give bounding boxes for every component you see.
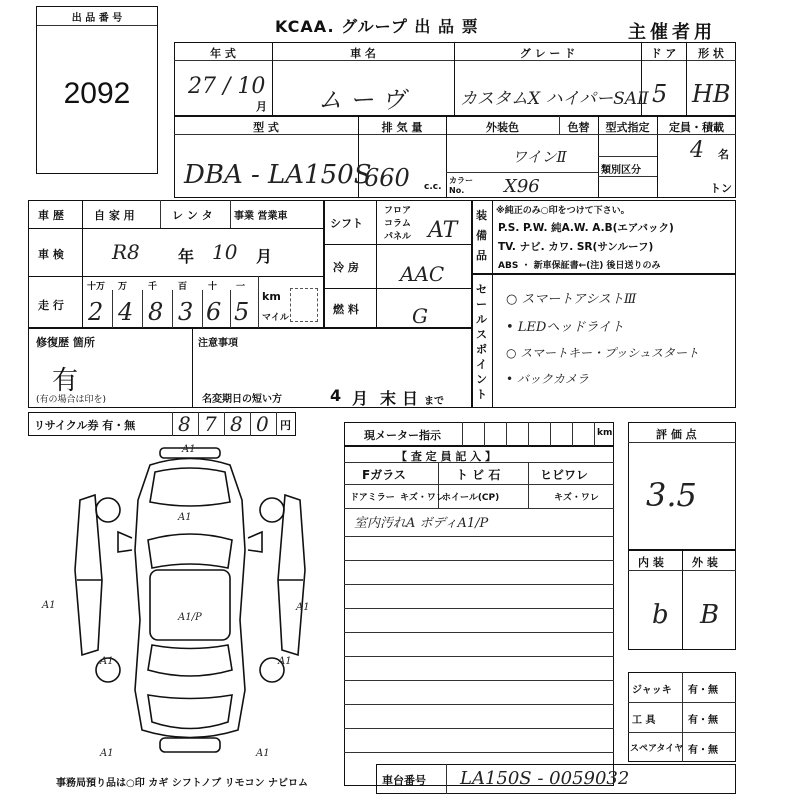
divider xyxy=(682,550,683,650)
sales-item: • バックカメラ xyxy=(506,372,589,386)
divider xyxy=(198,412,199,436)
car-header: 車 名 xyxy=(350,47,376,60)
score-value: 3.5 xyxy=(646,476,697,514)
wheel-front-right xyxy=(260,498,284,522)
year-unit: 年 xyxy=(178,247,195,266)
windshield xyxy=(148,534,232,568)
interior-label: 内 装 xyxy=(638,556,664,569)
right-side-panel xyxy=(278,495,305,655)
digit-label: 千 xyxy=(148,282,158,292)
divider xyxy=(344,508,614,509)
footer-office-items: 事務局預り品は○印 カギ シフトノブ リモコン ナビロム xyxy=(56,778,309,789)
displacement-value: 660 xyxy=(364,164,410,192)
exterior-color-header: 外装色 xyxy=(486,121,519,134)
deadline-label: 名変期日の短い方 xyxy=(202,394,282,405)
door-mirror-label: ドアミラー xyxy=(350,493,395,503)
cc-unit: c.c. xyxy=(424,182,442,192)
recycle-digit: 0 xyxy=(256,412,269,436)
divider xyxy=(484,422,485,446)
damage-mark: A1 xyxy=(100,656,114,667)
month-unit: 月 xyxy=(256,100,267,113)
f-glass-label: Fガラス xyxy=(362,468,406,482)
recycle-unit: 円 xyxy=(280,419,291,432)
divider xyxy=(344,462,614,463)
ton-unit: トン xyxy=(710,182,732,195)
divider xyxy=(172,412,173,436)
mileage-check-box[interactable] xyxy=(290,288,318,322)
ruled-line xyxy=(344,536,614,537)
car-damage-diagram xyxy=(42,440,320,770)
copy-label: 主催者用 xyxy=(628,22,716,43)
lot-number: 2092 xyxy=(63,77,131,110)
meter-label: 現メーター指示 xyxy=(364,429,441,442)
divider xyxy=(628,702,736,703)
damage-mark: A1 xyxy=(42,600,56,611)
lot-header: 出 品 番 号 xyxy=(71,13,123,24)
divider xyxy=(528,462,529,508)
ruled-line xyxy=(344,560,614,561)
kizu-ware-label: キズ・ワレ xyxy=(400,493,445,503)
hibi-ware-label: ヒビワレ xyxy=(540,468,589,482)
sales-item-text: LEDヘッドライト xyxy=(517,320,624,335)
divider xyxy=(276,412,277,436)
shift-value: AT xyxy=(428,218,458,243)
damage-mark: A1 xyxy=(100,748,114,759)
ruled-line xyxy=(344,608,614,609)
recycle-digit: 8 xyxy=(230,412,243,436)
roof-panel xyxy=(150,570,230,640)
mileage-digit: 8 xyxy=(148,298,164,326)
divider xyxy=(112,290,113,328)
history-label: 車 歴 xyxy=(38,209,64,222)
year-header: 年 式 xyxy=(210,47,236,60)
mile-unit: マイル xyxy=(262,313,289,323)
day-unit: 日 xyxy=(402,389,419,408)
history-rental[interactable]: レ ン タ xyxy=(172,209,213,222)
wheel-front-left xyxy=(96,498,120,522)
divider xyxy=(572,422,573,446)
divider xyxy=(258,276,259,328)
digit-label: 一 xyxy=(236,282,246,292)
month-unit: 月 xyxy=(256,247,273,266)
displacement-header: 排 気 量 xyxy=(381,121,423,134)
tool-label: 工 具 xyxy=(632,715,656,726)
divider xyxy=(142,290,143,328)
divider xyxy=(37,25,157,26)
left-side-panel xyxy=(75,495,102,655)
wheel-label: ホイール(CP) xyxy=(442,493,500,503)
inspector-note: 室内汚れA ボディA1/P xyxy=(354,516,489,531)
damage-mark: A1 xyxy=(256,748,270,759)
damage-mark: A1 xyxy=(278,656,292,667)
divider xyxy=(202,290,203,328)
grade-header: グ レ ー ド xyxy=(519,47,576,60)
divider xyxy=(224,412,225,436)
chassis-value: LA150S - 0059032 xyxy=(460,768,630,789)
mileage-digit: 4 xyxy=(118,298,134,326)
sales-item-text: スマートキー・プッシュスタート xyxy=(520,346,699,360)
divider xyxy=(550,422,551,446)
exterior-label: 外 装 xyxy=(692,556,718,569)
divider xyxy=(506,422,507,446)
door-value: 5 xyxy=(652,80,668,108)
divider xyxy=(28,276,324,277)
shaken-year-value: R8 xyxy=(112,240,140,264)
ruled-line xyxy=(344,656,614,657)
model-designation-header: 型式指定 xyxy=(605,121,650,134)
fuel-value: G xyxy=(412,304,428,328)
history-private[interactable]: 自 家 用 xyxy=(94,209,135,222)
divider xyxy=(528,422,529,446)
exterior-value: B xyxy=(700,600,720,630)
shift-column[interactable]: コラム xyxy=(384,219,411,229)
jack-option[interactable]: 有・無 xyxy=(688,685,718,696)
mileage-digit: 3 xyxy=(178,298,194,326)
repair-value: 有 xyxy=(52,366,79,396)
capacity-unit: 名 xyxy=(718,148,729,161)
divider xyxy=(324,288,472,289)
inspector-header: 【 査 定 員 記 入 】 xyxy=(396,450,496,463)
interior-value: b xyxy=(652,600,669,630)
repair-label: 修復歴 箇所 xyxy=(36,336,95,349)
sales-side-label: セールスポイント xyxy=(476,283,487,401)
grade-value: カスタムX ハイパーSAⅡ xyxy=(460,89,649,109)
repair-note: (有の場合は印を) xyxy=(36,395,107,405)
shift-label: シフト xyxy=(330,217,363,230)
divider xyxy=(82,200,83,328)
door-header: ド ア xyxy=(650,47,677,60)
sales-item-text: バックカメラ xyxy=(516,372,589,386)
divider xyxy=(598,176,657,177)
ruled-line xyxy=(344,584,614,585)
kizu-ware-label: キズ・ワレ xyxy=(554,493,599,503)
mileage-digit: 6 xyxy=(206,298,222,326)
digit-label: 百 xyxy=(178,282,188,292)
ac-value: AAC xyxy=(400,262,445,286)
sales-item: ○ スマートキー・プッシュスタート xyxy=(506,346,699,360)
ruled-line xyxy=(344,728,614,729)
divider xyxy=(230,290,231,328)
mileage-label: 走 行 xyxy=(38,299,64,312)
tobi-ishi-label: ト ビ 石 xyxy=(456,468,501,482)
class-header: 類別区分 xyxy=(601,165,641,176)
divider xyxy=(598,156,657,157)
divider xyxy=(628,442,736,443)
divider xyxy=(250,412,251,436)
damage-mark: A1 xyxy=(296,602,310,613)
sheet-title: KCAA. グループ 出 品 票 xyxy=(275,17,479,36)
shape-value: HB xyxy=(692,80,731,108)
divider xyxy=(594,422,595,446)
made-label: まで xyxy=(424,396,444,407)
divider xyxy=(230,200,231,228)
trunk-panel xyxy=(148,695,232,729)
rear-bumper xyxy=(160,738,220,752)
shaken-label: 車 検 xyxy=(38,248,64,261)
divider xyxy=(324,244,472,245)
km-unit: km xyxy=(262,290,281,303)
jack-label: ジャッキ xyxy=(632,685,672,696)
damage-mark: A1 xyxy=(178,512,192,523)
deadline-month: 4 xyxy=(330,386,342,405)
divider xyxy=(446,764,447,794)
equipment-line-3: ABS ・ 新車保証書←(注) 後日送りのみ xyxy=(498,261,661,271)
lot-box xyxy=(36,6,158,174)
mileage-digit: 5 xyxy=(234,298,250,326)
sales-item: • LEDヘッドライト xyxy=(506,320,624,335)
recycle-digit: 8 xyxy=(178,412,191,436)
left-mirror xyxy=(118,532,132,552)
history-business[interactable]: 事業 営業車 xyxy=(234,211,288,222)
ruled-line xyxy=(344,704,614,705)
meter-km-unit: km xyxy=(597,428,613,438)
divider xyxy=(628,570,736,571)
digit-label: 万 xyxy=(118,282,128,292)
divider xyxy=(446,172,598,173)
shift-floor[interactable]: フロア xyxy=(384,206,412,216)
divider xyxy=(628,732,736,733)
digit-label: 十 xyxy=(208,282,218,292)
shaken-month-value: 10 xyxy=(212,240,238,264)
rear-window xyxy=(148,645,232,676)
capacity-header: 定員・積載 xyxy=(669,121,724,134)
divider xyxy=(376,200,377,328)
shift-panel[interactable]: パネル xyxy=(384,232,412,242)
color-no-label: カラー No. xyxy=(449,176,473,195)
color-change-header: 色替 xyxy=(567,121,590,134)
spare-tire-option[interactable]: 有・無 xyxy=(688,745,718,756)
year-value: 27 / 10 xyxy=(188,74,266,99)
ruled-line xyxy=(344,680,614,681)
digit-label: 十万 xyxy=(87,282,106,292)
sales-item-text: スマートアシストⅢ xyxy=(521,292,637,307)
hood-panel xyxy=(150,468,230,506)
right-mirror xyxy=(248,532,262,552)
deadline-day: 末 xyxy=(380,389,397,408)
ruled-line xyxy=(344,632,614,633)
equipment-line-2: TV. ナビ. カワ. SR(サンルーフ) xyxy=(498,241,654,253)
spare-tire-label: スペアタイヤ xyxy=(630,744,684,754)
fuel-label: 燃 料 xyxy=(333,303,359,316)
tool-option[interactable]: 有・無 xyxy=(688,715,718,726)
mileage-digit: 2 xyxy=(88,298,104,326)
score-label: 評 価 点 xyxy=(656,428,697,441)
type-header: 型 式 xyxy=(253,121,279,134)
divider xyxy=(160,200,161,228)
equipment-side-label: 装 備 品 xyxy=(476,209,487,262)
sales-item: ○ スマートアシストⅢ xyxy=(506,292,637,307)
divider xyxy=(172,290,173,328)
shape-header: 形 状 xyxy=(698,47,724,60)
recycle-digit: 7 xyxy=(204,412,217,436)
ac-label: 冷 房 xyxy=(333,261,359,274)
month-unit: 月 xyxy=(352,389,369,408)
chassis-label: 車台番号 xyxy=(382,774,426,787)
divider xyxy=(462,422,463,446)
color-no-value: X96 xyxy=(504,176,540,197)
ruled-line xyxy=(344,752,614,753)
divider xyxy=(192,328,193,408)
damage-mark: A1 xyxy=(182,444,196,455)
equipment-line-1: P.S. P.W. 純A.W. A.B(エアバック) xyxy=(498,222,674,234)
recycle-label: リサイクル券 有・無 xyxy=(34,419,136,432)
type-value: DBA - LA150S xyxy=(184,160,372,190)
equipment-note: ※純正のみ○印をつけて下さい。 xyxy=(496,206,630,216)
car-name-value: ム ー ヴ xyxy=(318,86,406,114)
damage-mark: A1/P xyxy=(178,612,202,623)
divider xyxy=(28,228,324,229)
divider xyxy=(344,484,614,485)
capacity-value: 4 xyxy=(690,138,704,163)
caution-label: 注意事項 xyxy=(198,338,238,349)
exterior-color-value: ワインⅡ xyxy=(512,148,567,166)
